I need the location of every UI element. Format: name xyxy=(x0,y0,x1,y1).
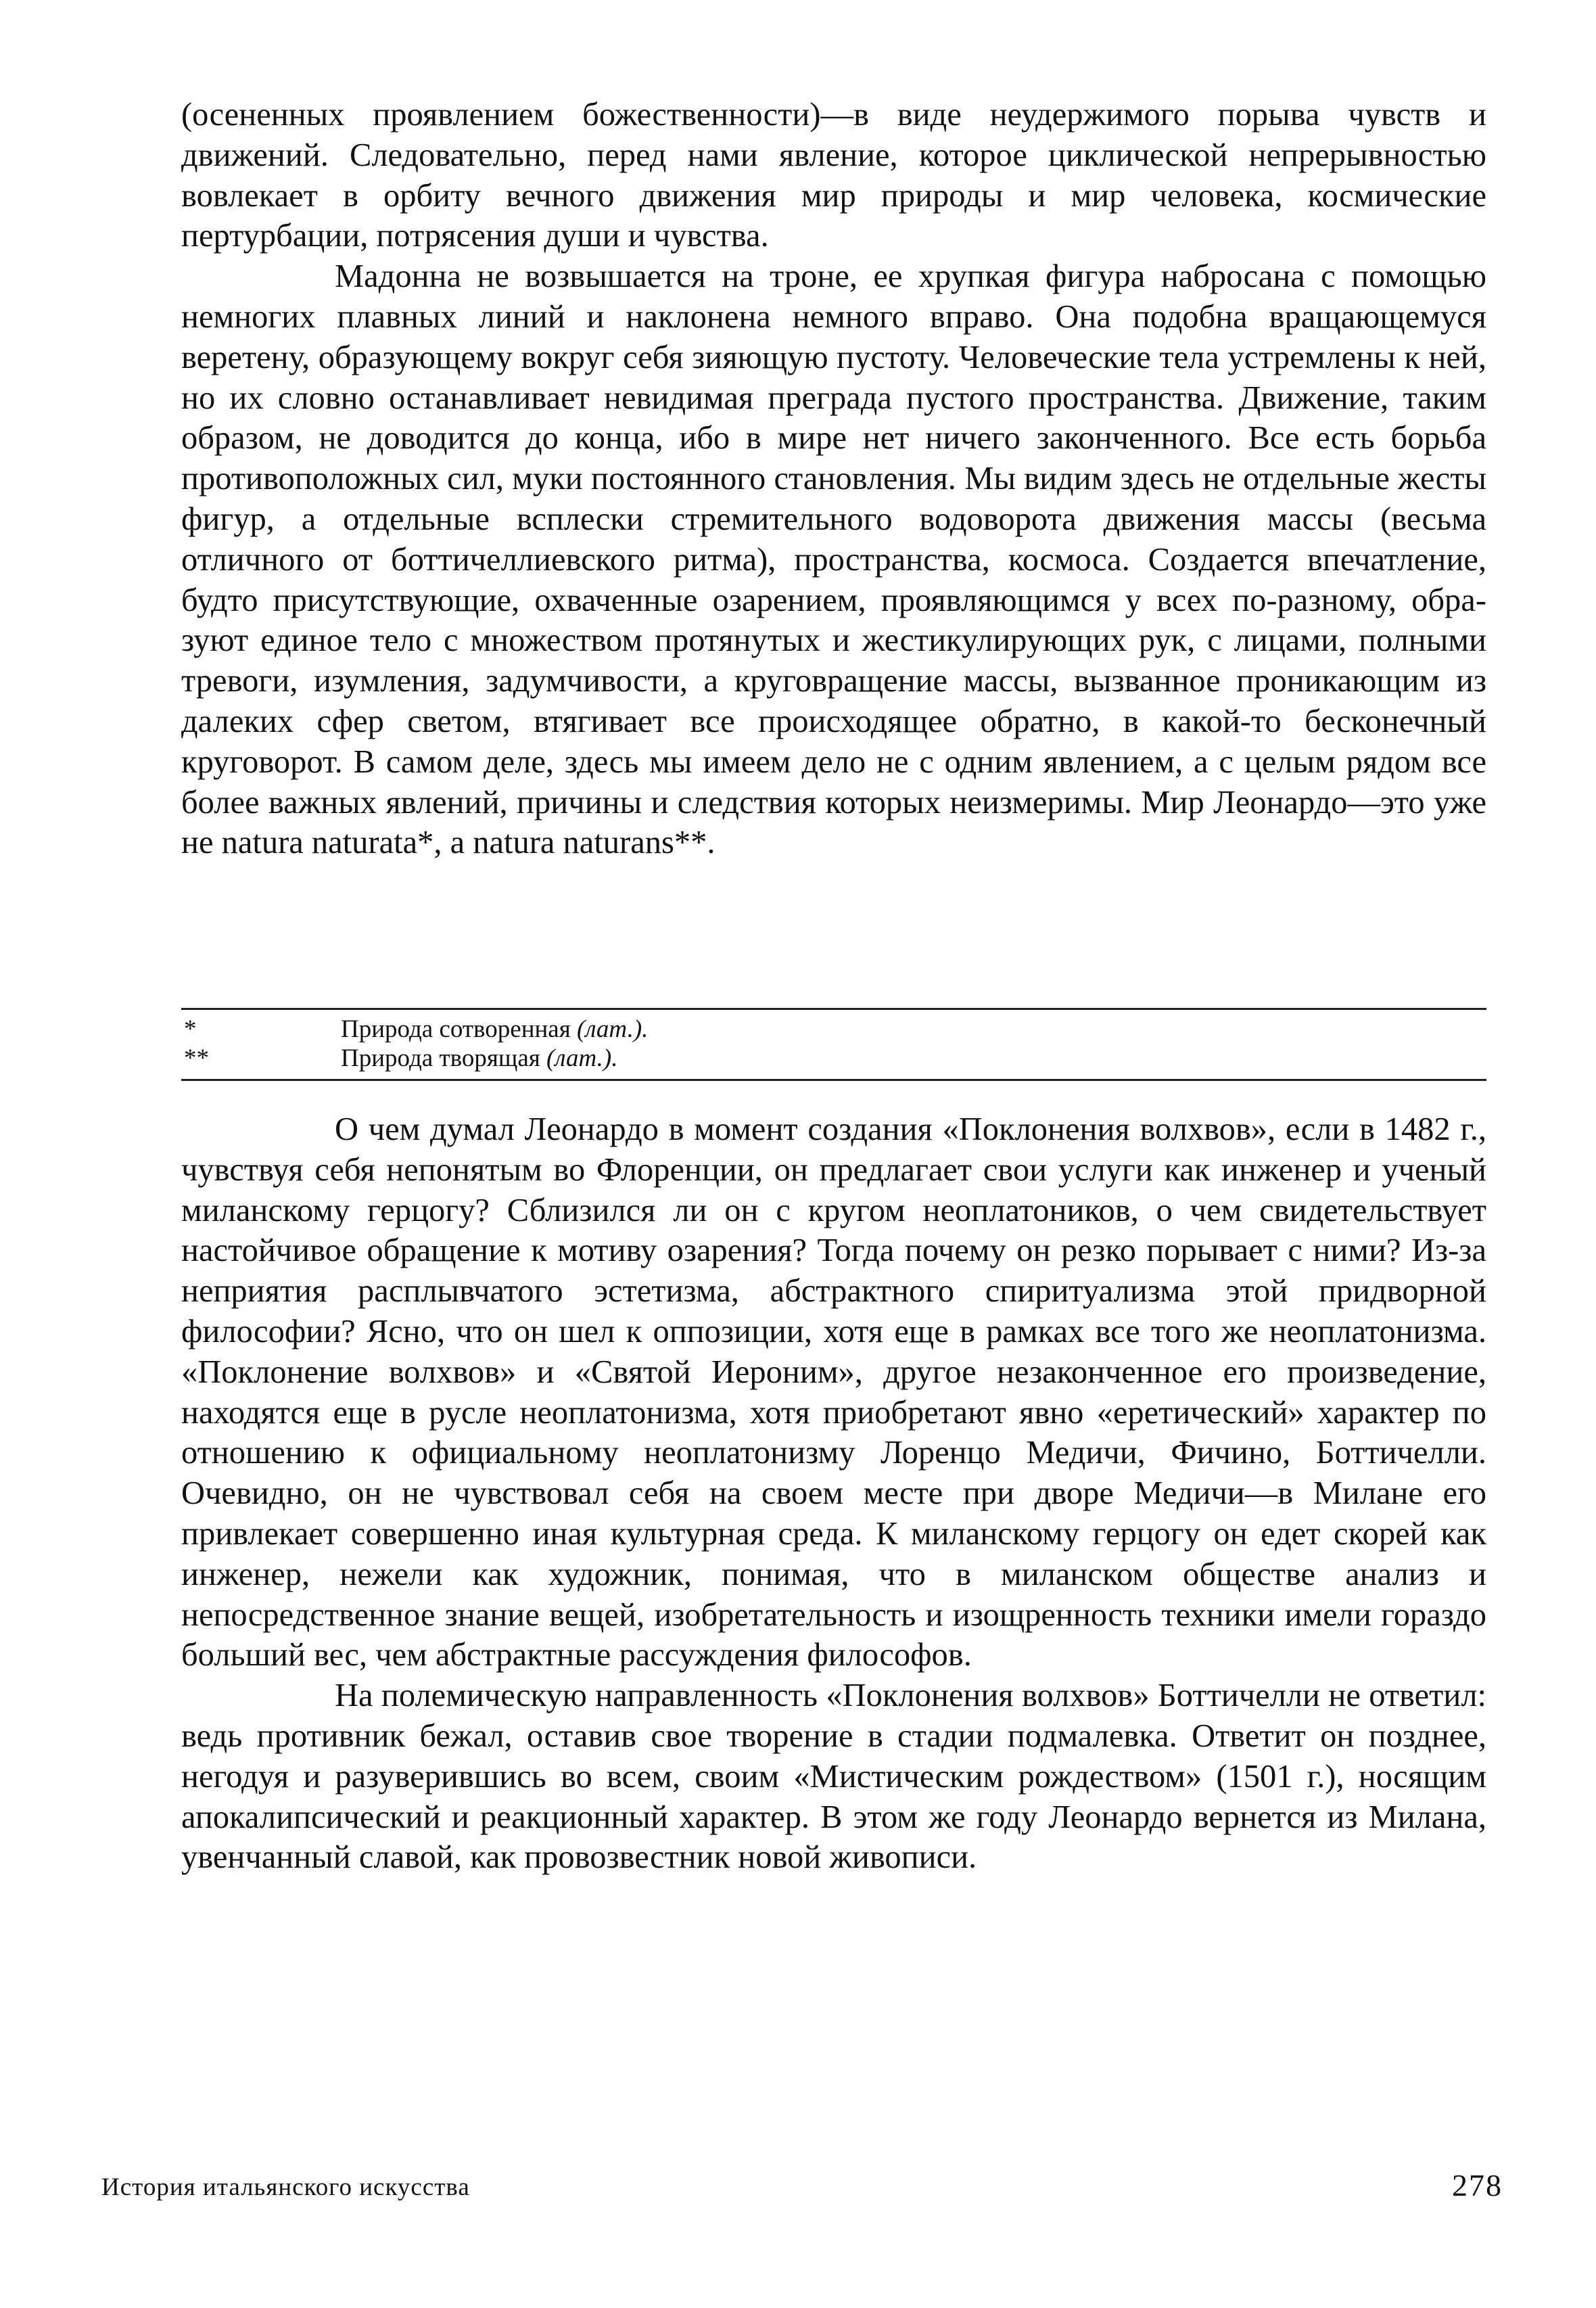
footnote-language: (лат.). xyxy=(546,1044,618,1072)
paragraph: О чем думал Леонардо в момент создания «Поклонения волхвов», если в 1482 г., чувствуя себя непонятым во Флоренции, он предлагает свои услуги как инженер и ученый миланскому герцогу? Сблизился ли он с кругом неоплатоников, о чем свидетельствует настойчивое обращение к мотиву озарения? Тогда почему он резко порывает с ними? Из-за неприятия расплывчатого эстетизма, абстрактного спиритуализма этой придворной философии? Ясно, что он шел к оппозиции, хотя еще в рамках все того же неоплатонизма. «Поклонение волхвов» и «Святой Иероним», другое незаконченное его произведение, находятся еще в русле неоплатонизма, хотя приобретают явно «еретический» характер по отношению к официальному неоплатонизму Лоренцо Медичи, Фичино, Боттичелли. Очевидно, он не чувствовал себя на своем месте при дворе Медичи—в Милане его привлекает совершенно иная культурная среда. К миланскому герцогу он едет скорей как инженер, нежели как художник, понимая, что в миланском обществе анализ и непосредственное знание вещей, изобретательность и изощренность техники имели гораздо больший вес, чем абстрактные рассуждения философов. xyxy=(181,1111,1486,1674)
main-text-upper xyxy=(181,95,1486,863)
footnote-text: Природа сотворенная xyxy=(341,1015,571,1043)
paragraph: Мадонна не возвышается на троне, ее хрупкая фигура набросана с помощью немногих плавных линий и наклонена немного вправо. Она подобна вращающемуся веретену, образующему вокруг себя зияющую пустоту. Человеческие тела устремлены к ней, но их словно останавливает невидимая преграда пустого пространства. Движение, таким образом, не доводится до конца, ибо в мире нет ничего законченного. Все есть борьба противоположных сил, муки постоянного становления. Мы видим здесь не отдельные жесты фигур, а отдельные всплески стремительного водоворота движения массы (весьма отличного от боттичеллиевского ритма), пространства, космоса. Создается впечатление, будто присутствующие, охваченные озарением, проявляющимся у всех по-разному, образуют единое тело с множеством протянутых и жестикулирующих рук, с лицами, полными тревоги, изумления, задумчивости, а круговращение массы, вызванное проникающим из далеких сфер светом, втягивает все происходящее обратно, в какой-то бесконечный круговорот. В самом деле, здесь мы имеем дело не с одним явлением, а с целым рядом все более важных явлений, причины и следствия которых неизмеримы. Мир Леонардо—это уже не natura naturata*, a natura naturans**. xyxy=(181,258,1486,861)
main-text-lower xyxy=(181,1109,1486,1878)
footnote-mark: * xyxy=(184,1015,197,1043)
footnote xyxy=(181,1044,1486,1073)
footnote-body xyxy=(341,1015,1486,1044)
footnote-body xyxy=(341,1044,1486,1073)
footnote-language: (лат.). xyxy=(577,1015,649,1043)
paragraph: (осененных проявлением божественности)—в виде неудержимого порыва чувств и движений. Следовательно, перед нами явление, которое циклической непрерывностью вовлекает в орбиту вечного движения мир природы и мир человека, космические пертурбации, потрясения души и чувства. xyxy=(181,97,1486,254)
paragraph: На полемическую направленность «Поклонения волхвов» Боттичелли не ответил: ведь противник бежал, оставив свое творение в стадии подмалевка. Ответит он позднее, негодуя и разуверившись во всем, своим «Мистическим рождеством» (1501 г.), носящим апокалипсический и реакционный характер. В этом же году Леонардо вернется из Милана, увенчанный славой, как провозвестник новой живописи. xyxy=(181,1678,1486,1876)
footnotes xyxy=(181,1008,1486,1081)
footnote xyxy=(181,1015,1486,1044)
page-number: 278 xyxy=(1452,2168,1503,2202)
page-footer xyxy=(101,2168,1503,2209)
running-title: История итальянского искусства xyxy=(101,2173,470,2201)
footnote-text: Природа творящая xyxy=(341,1044,540,1072)
footnote-mark: ** xyxy=(184,1044,209,1072)
